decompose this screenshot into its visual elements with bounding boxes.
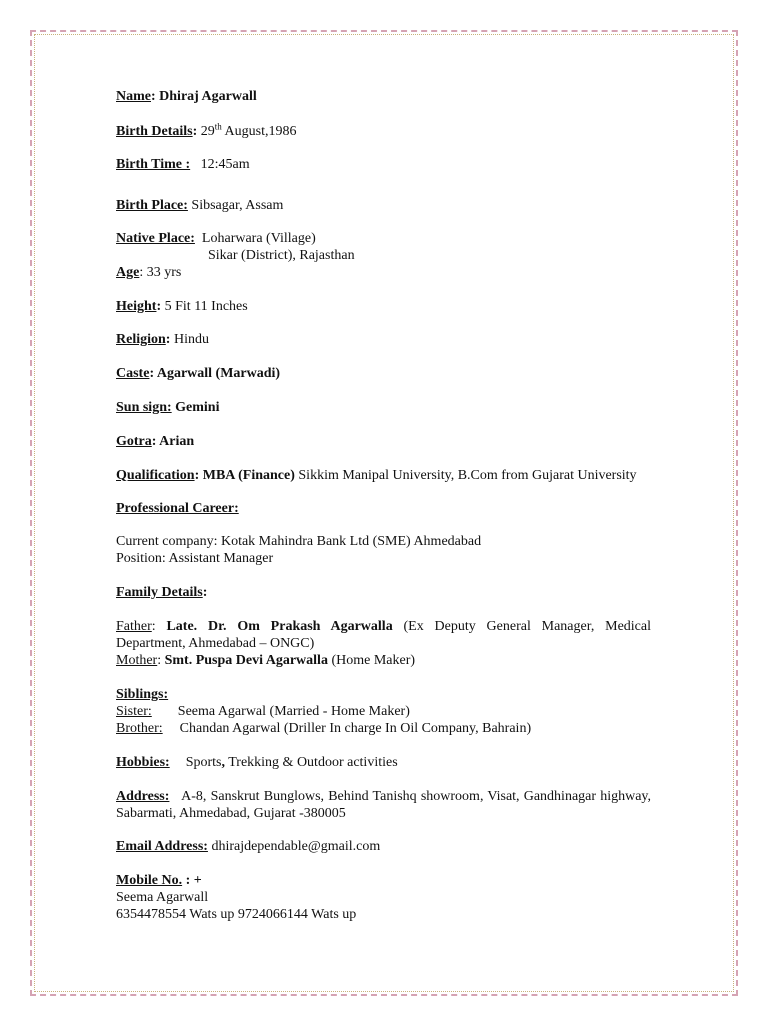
professional-career-heading bbox=[116, 500, 651, 517]
hobbies-v1: Sports bbox=[185, 755, 222, 770]
birth-month-year: August,1986 bbox=[221, 124, 297, 139]
qualification-label: Qualification bbox=[116, 468, 195, 483]
email-label: Email Address: bbox=[116, 839, 208, 854]
siblings-heading bbox=[116, 686, 651, 703]
name-label: Name bbox=[116, 89, 151, 104]
father-sep: : bbox=[151, 619, 167, 634]
email-value: dhirajdependable@gmail.com bbox=[207, 839, 381, 854]
birth-time-row bbox=[116, 156, 651, 173]
brother-label: Brother: bbox=[116, 721, 163, 736]
native-place-row bbox=[116, 230, 651, 247]
father-name: Late. Dr. Om Prakash Agarwalla bbox=[166, 619, 393, 634]
caste-row bbox=[116, 365, 651, 382]
birth-details-row bbox=[116, 123, 651, 140]
religion-colon: : bbox=[165, 332, 171, 347]
caste-value: : Agarwall (Marwadi) bbox=[149, 366, 281, 381]
sun-sign-value: Gemini bbox=[171, 400, 220, 415]
biodata-content bbox=[116, 88, 651, 923]
religion-label: Religion bbox=[116, 332, 166, 347]
hobbies-v2: Trekking & Outdoor activities bbox=[224, 755, 398, 770]
caste-label: Caste bbox=[116, 366, 150, 381]
qualification-value: Sikkim Manipal University, B.Com from Gujarat University bbox=[294, 468, 637, 483]
qualification-colon: : bbox=[194, 468, 200, 483]
birth-details-label: Birth Details bbox=[116, 124, 193, 139]
religion-value: Hindu bbox=[170, 332, 209, 347]
sun-sign-row bbox=[116, 399, 651, 416]
native-place-label: Native Place: bbox=[116, 231, 195, 246]
brother-row bbox=[116, 720, 651, 737]
hobbies-label: Hobbies: bbox=[116, 755, 170, 770]
age-label: Age bbox=[116, 265, 140, 280]
mobile-line1-row bbox=[116, 889, 651, 906]
gotra-label: Gotra bbox=[116, 434, 152, 449]
mobile-contact-name: Seema Agarwall bbox=[116, 890, 209, 905]
mother-sep: : bbox=[157, 653, 165, 668]
mother-detail: (Home Maker) bbox=[327, 653, 416, 668]
height-value: 5 Fit 11 Inches bbox=[161, 299, 248, 314]
professional-career-label: Professional Career: bbox=[116, 501, 239, 516]
family-details-colon: : bbox=[202, 585, 208, 600]
family-details-label: Family Details bbox=[116, 585, 203, 600]
gotra-value: : Arian bbox=[151, 434, 195, 449]
hobbies-comma: , bbox=[221, 755, 225, 770]
mother-label: Mother bbox=[116, 653, 158, 668]
mobile-label: Mobile No. bbox=[116, 873, 183, 888]
name-value: : Dhiraj Agarwall bbox=[151, 89, 257, 104]
sister-value: Seema Agarwal (Married - Home Maker) bbox=[177, 704, 410, 719]
qualification-row bbox=[116, 467, 651, 484]
sun-sign-label: Sun sign: bbox=[116, 400, 172, 415]
native-place-line2-row bbox=[116, 247, 651, 264]
mother-row bbox=[116, 652, 651, 669]
birth-place-value: Sibsagar, Assam bbox=[187, 198, 284, 213]
position: Position: Assistant Manager bbox=[116, 551, 274, 566]
address-row bbox=[116, 788, 651, 822]
birth-time-label: Birth Time : bbox=[116, 157, 191, 172]
mobile-numbers: 6354478554 Wats up 9724066144 Wats up bbox=[116, 907, 357, 922]
religion-row bbox=[116, 331, 651, 348]
address-value: A-8, Sanskrut Bunglows, Behind Tanishq showroom, Visat, Gandhinagar highway, Sabarmati, Ahmedabad, Gujarat -380005 bbox=[116, 789, 651, 821]
gotra-row bbox=[116, 433, 651, 450]
mother-name: Smt. Puspa Devi Agarwalla bbox=[164, 653, 328, 668]
current-company-row bbox=[116, 533, 651, 550]
birth-day: 29 bbox=[200, 124, 215, 139]
mobile-line2-row bbox=[116, 906, 651, 923]
sister-row bbox=[116, 703, 651, 720]
siblings-label: Siblings: bbox=[116, 687, 169, 702]
father-label: Father bbox=[116, 619, 152, 634]
birth-day-suffix: th bbox=[214, 121, 222, 132]
native-place-line1: Loharwara (Village) bbox=[201, 231, 316, 246]
brother-value: Chandan Agarwal (Driller In charge In Oil Company, Bahrain) bbox=[179, 721, 532, 736]
qualification-degree: MBA (Finance) bbox=[199, 468, 295, 483]
current-company: Current company: Kotak Mahindra Bank Ltd (SME) Ahmedabad bbox=[116, 534, 482, 549]
birth-time-value: 12:45am bbox=[200, 157, 250, 172]
height-row bbox=[116, 298, 651, 315]
age-value: : 33 yrs bbox=[139, 265, 182, 280]
family-details-heading bbox=[116, 584, 651, 601]
position-row bbox=[116, 550, 651, 567]
father-detail: (Ex Deputy General Manager, Medical Department, Ahmedabad – ONGC) bbox=[116, 619, 651, 651]
mobile-heading bbox=[116, 872, 651, 889]
email-row bbox=[116, 838, 651, 855]
age-row bbox=[116, 264, 651, 281]
birth-place-row bbox=[116, 197, 651, 214]
birth-details-colon: : bbox=[192, 124, 198, 139]
height-colon: : bbox=[156, 299, 162, 314]
father-row bbox=[116, 618, 651, 652]
native-place-line2: Sikar (District), Rajasthan bbox=[208, 248, 355, 263]
hobbies-row bbox=[116, 754, 651, 771]
mobile-suffix: : + bbox=[182, 873, 202, 888]
name-row bbox=[116, 88, 651, 105]
height-label: Height bbox=[116, 299, 157, 314]
sister-label: Sister: bbox=[116, 704, 152, 719]
address-label: Address: bbox=[116, 789, 170, 804]
birth-place-label: Birth Place: bbox=[116, 198, 188, 213]
